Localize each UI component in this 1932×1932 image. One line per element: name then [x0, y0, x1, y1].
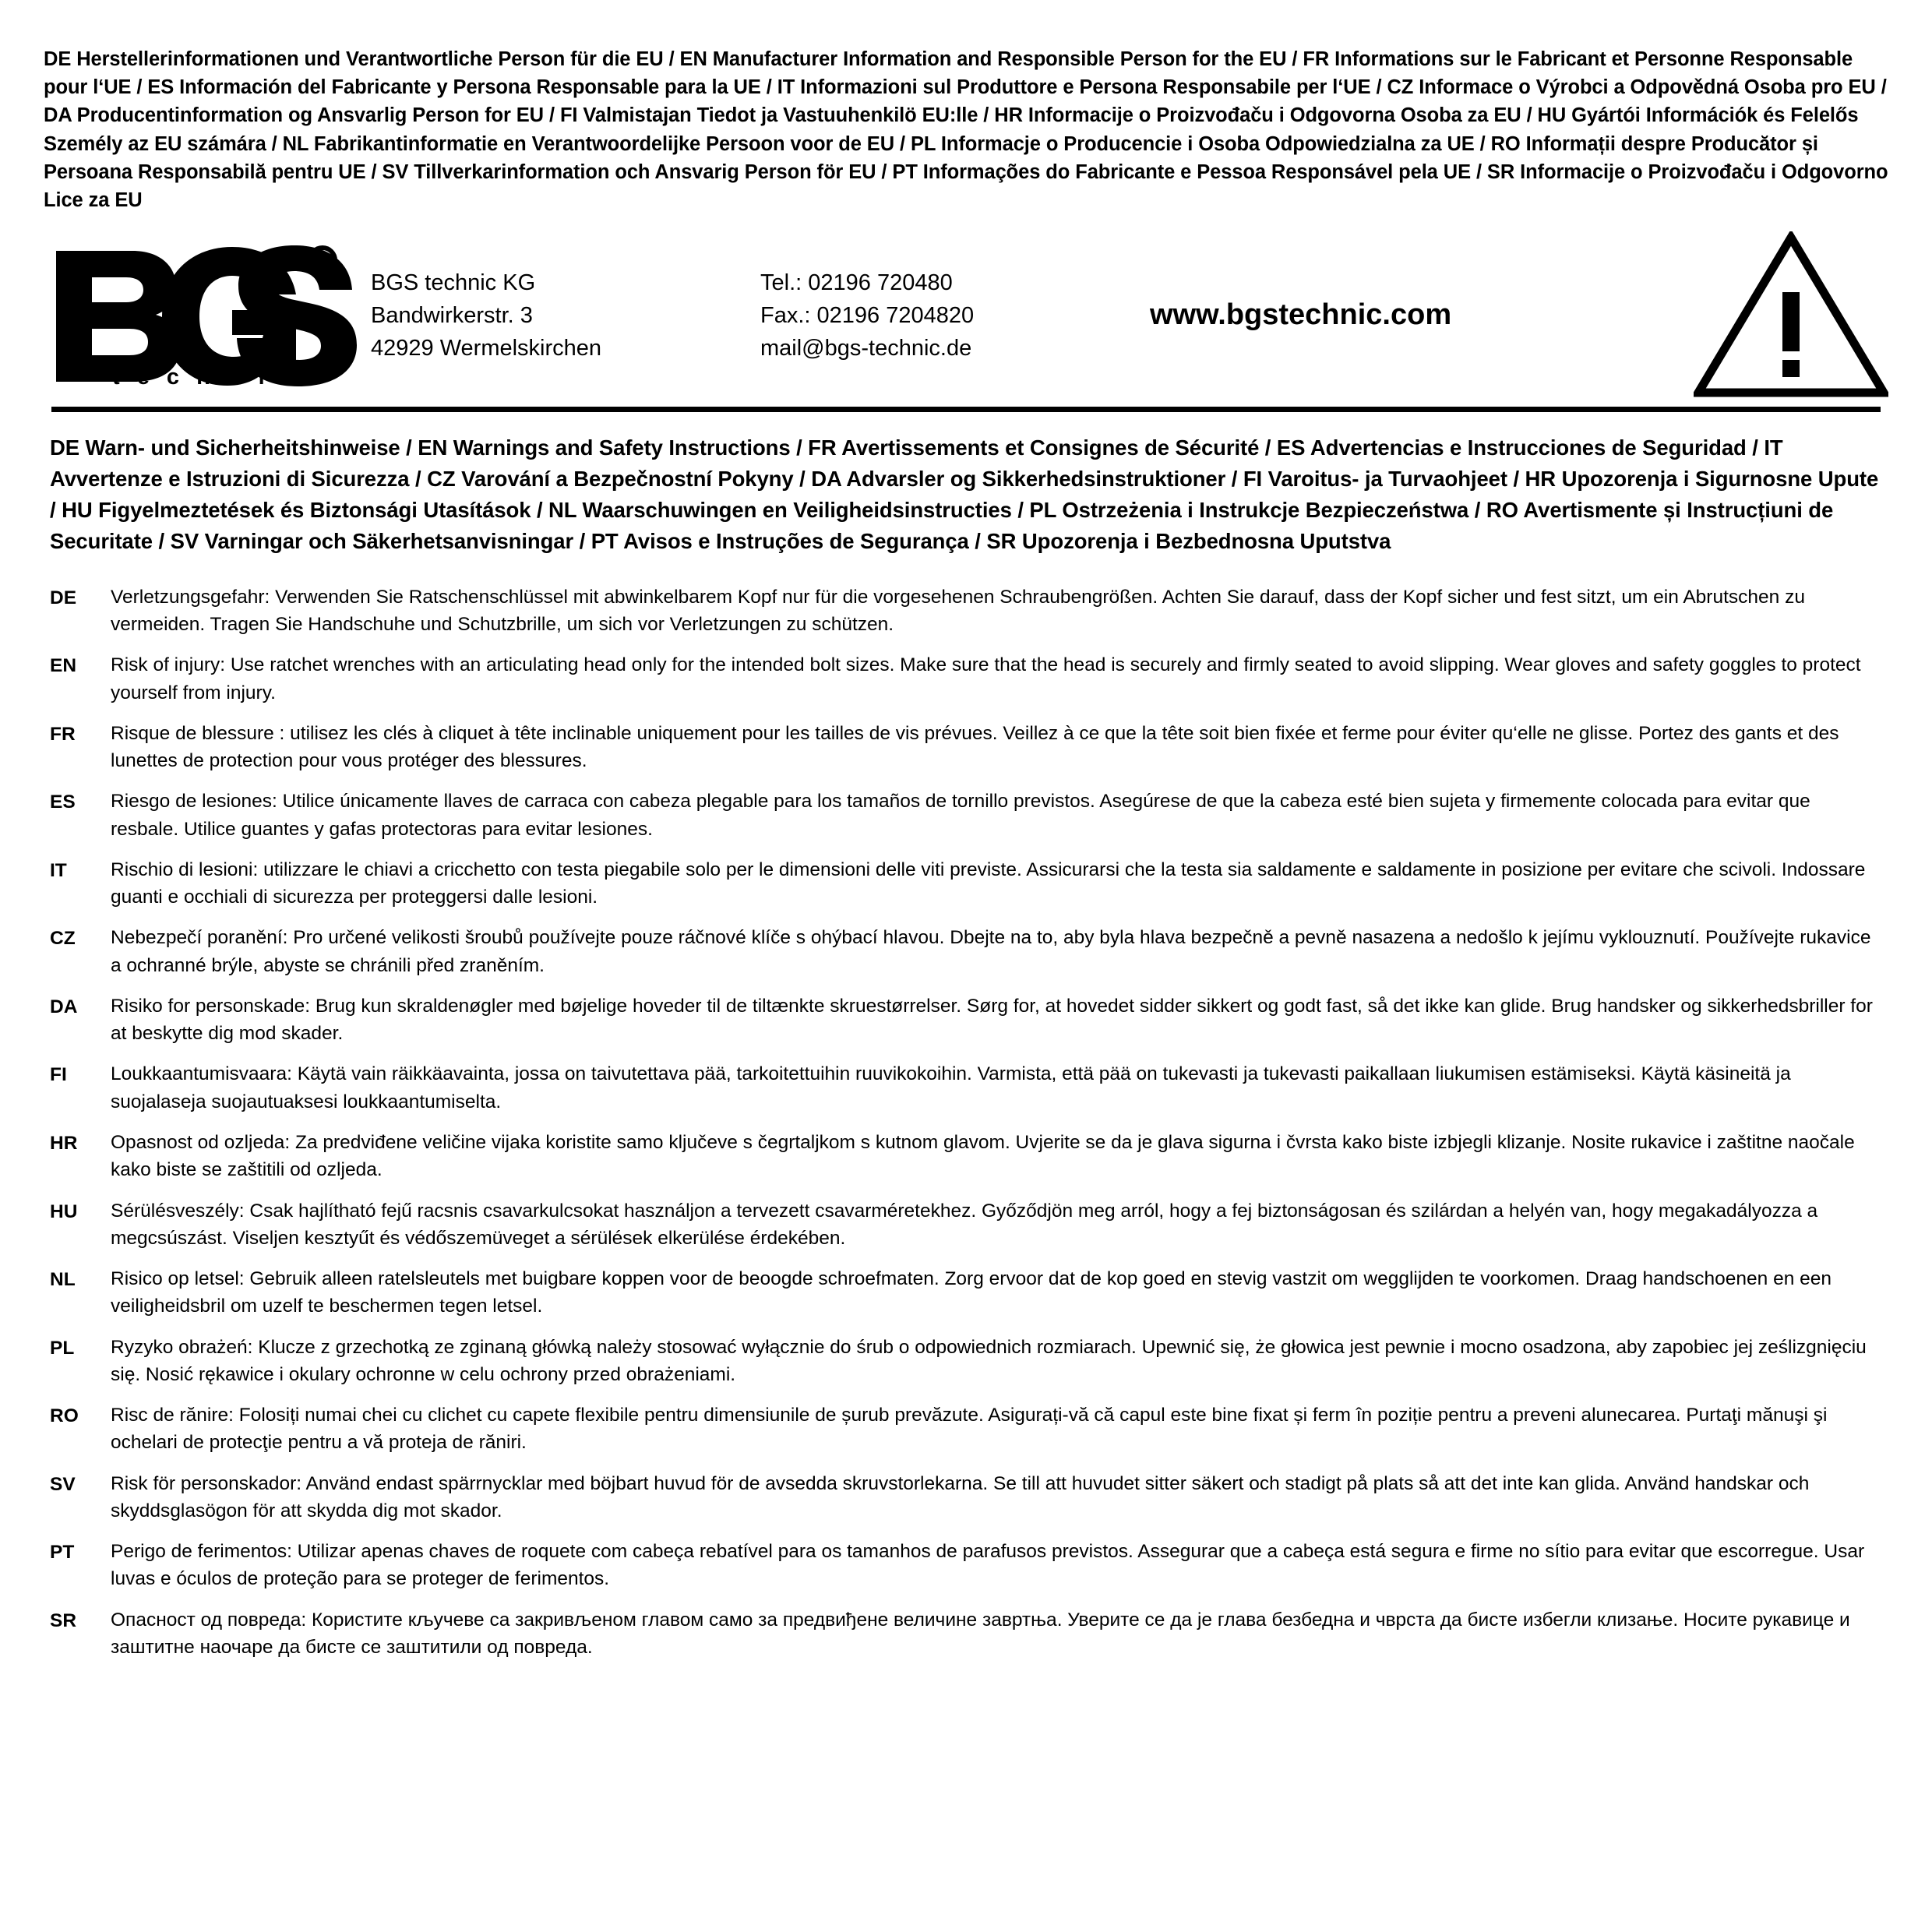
list-item — [50, 720, 1882, 775]
company-info-block — [44, 231, 1888, 399]
language-code: DA — [50, 996, 78, 1017]
list-item — [50, 924, 1882, 979]
language-code: FI — [50, 1064, 67, 1086]
language-code: PL — [50, 1337, 75, 1359]
list-item — [50, 1060, 1882, 1116]
header-divider — [51, 407, 1881, 412]
company-name: BGS technic KG — [371, 270, 536, 295]
instruction-text: Verletzungsgefahr: Verwenden Sie Ratschenschlüssel mit abwinkelbarem Kopf nur für die vorgesehenen Schraubengrößen. Achten Sie darauf, dass der Kopf sicher und fest sitzt, um ein Abrutschen zu vermeiden. Tragen Sie Handschuhe und Schutzbrille, um sich vor Verletzungen zu schützen. — [111, 586, 1805, 635]
instruction-text: Risk of injury: Use ratchet wrenches with an articulating head only for the intended bolt sizes. Make sure that the head is securely and firmly seated to avoid slipping. Wear gloves and safety goggles to protect yourself from injury. — [111, 654, 1861, 703]
language-code: SV — [50, 1473, 76, 1495]
list-item — [50, 651, 1882, 707]
svg-text:t e c h n i c: t e c h n i c — [112, 365, 300, 388]
instruction-text: Risico op letsel: Gebruik alleen ratelsleutels met buigbare koppen voor de beoogde schroefmaten. Zorg ervoor dat de kop goed en stevig vastzit om wegglijden te voorkomen. Draag handschoenen en een veiligheidsbril om uzelf te beschermen tegen letsel. — [111, 1268, 1832, 1317]
language-code: EN — [50, 655, 77, 677]
company-email[interactable]: mail@bgs-technic.de — [760, 335, 972, 361]
company-fax: Fax.: 02196 7204820 — [760, 302, 975, 328]
manufacturer-language-header: DE Herstellerinformationen und Verantwortliche Person für die EU / EN Manufacturer Information and Responsible Person for the EU / FR Informations sur le Fabricant et Personne Responsable pour l‘UE / ES Información del Fabricante y Persona Responsable para la UE / IT Informazioni sul Produttore e Persona Responsabile per l‘UE / CZ Informace o Výrobci a Odpovědná Osoba pro EU / DA Producentinformation og Ansvarlig Person for EU / FI Valmistajan Tiedot ja Vastuuhenkilö EU:lle / HR Informacije o Proizvođaču i Odgovorna Osoba za EU / HU Gyártói Információk és Felelős Személy az EU számára / NL Fabrikantinformatie en Verantwoordelijke Persoon voor de EU / PL Informacje o Producencie i Osoba Odpowiedzialna za UE / RO Informații despre Producător și Persoana Responsabilă pentru UE / SV Tillverkarinformation och Ansvarig Person för EU / PT Informações do Fabricante e Pessoa Responsável pela UE / SR Informacije o Proizvođaču i Odgovorno Lice za EU — [44, 48, 1888, 212]
list-item — [50, 788, 1882, 843]
language-code: DE — [50, 587, 77, 608]
language-code: NL — [50, 1269, 76, 1291]
instruction-text: Perigo de ferimentos: Utilizar apenas chaves de roquete com cabeça rebatível para os tamanhos de parafusos previstos. Assegurar que a cabeça está segura e firme no sítio para evitar que escorregue. Usar luvas e óculos de proteção para se proteger de ferimentos. — [111, 1541, 1865, 1590]
language-code: RO — [50, 1405, 79, 1427]
warnings-language-heading: DE Warn- und Sicherheitshinweise / EN Warnings and Safety Instructions / FR Avertissements et Consignes de Sécurité / ES Advertencias e Instrucciones de Seguridad / IT Avvertenze e Istruzioni di Sicurezza / CZ Varování a Bezpečnostní Pokyny / DA Advarsler og Sikkerhedsinstruktioner / FI Varoitus- ja Turvaohjeet / HR Upozorenja i Sigurnosne Upute / HU Figyelmeztetések és Biztonsági Utasítások / NL Waarschuwingen en Veiligheidsinstructies / PL Ostrzeżenia i Instrukcje Bezpieczeństwa / RO Avertismente și Instrucțiuni de Securitate / SV Varningar och Säkerhetsanvisningar / PT Avisos e Instruções de Segurança / SR Upozorenja i Bezbednosna Uputstva — [50, 435, 1879, 553]
company-address — [363, 266, 760, 365]
instruction-text: Loukkaantumisvaara: Käytä vain räikkäavainta, jossa on taivutettava pää, tarkoitettuihin ruuvikokoihin. Varmista, että pää on tukevasti ja tukevasti paikallaan liukumisen estämiseksi. Käytä käsineitä ja suojalaseja suojautuaksesi loukkaantumiselta. — [111, 1063, 1791, 1112]
list-item — [50, 1334, 1882, 1389]
instruction-text: Riesgo de lesiones: Utilice únicamente llaves de carraca con cabeza plegable para los tamaños de tornillo previstos. Asegúrese de que la cabeza esté bien sujeta y firmemente colocada para evitar que resbale. Utilice guantes y gafas protectoras para evitar lesiones. — [111, 791, 1810, 840]
instruction-text: Sérülésveszély: Csak hajlítható fejű racsnis csavarkulcsokat használjon a tervezett csavarméretekhez. Győződjön meg arról, hogy a fej biztonságosan és szilárdan a helyén van, hogy megakadályozza a megcsúszást. Viseljen kesztyűt és védőszemüveget a sérülések elkerülése érdekében. — [111, 1200, 1818, 1249]
company-contact — [760, 266, 1126, 365]
language-code: CZ — [50, 928, 76, 950]
language-code: IT — [50, 859, 67, 881]
list-item — [50, 856, 1882, 911]
list-item — [50, 1197, 1882, 1253]
list-item — [50, 992, 1882, 1048]
instructions-list — [50, 583, 1882, 1662]
language-code: HR — [50, 1132, 78, 1154]
list-item — [50, 1470, 1882, 1525]
instruction-text: Risiko for personskade: Brug kun skraldenøgler med bøjelige hoveder til de tiltænkte skruestørrelser. Sørg for, at hovedet sidder sikkert og godt fast, så det ikke kan glide. Brug handsker og sikkerhedsbriller for at beskytte dig mod skader. — [111, 995, 1873, 1045]
language-code: PT — [50, 1542, 75, 1564]
list-item — [50, 1401, 1882, 1457]
company-website[interactable]: www.bgstechnic.com — [1150, 298, 1452, 332]
bgs-logo — [51, 243, 363, 387]
instruction-text: Nebezpečí poranění: Pro určené velikosti šroubů používejte pouze ráčnové klíče s ohýbací hlavou. Dbejte na to, aby byla hlava bezpečně a pevně nasazena a nedošlo k jejímu vyklouznutí. Používejte rukavice a ochranné brýle, abyste se chránili před zraněním. — [111, 927, 1871, 976]
instruction-text: Risk för personskador: Använd endast spärrnycklar med böjbart huvud för de avsedda skruvstorlekarna. Se till att huvudet sitter säkert och stadigt på plats så att det inte kan glida. Använd handskar och skyddsglasögon för att skydda dig mot skador. — [111, 1472, 1810, 1521]
instruction-text: Ryzyko obrażeń: Klucze z grzechotką ze zginaną główką należy stosować wyłącznie do śrub o odpowiednich rozmiarach. Upewnić się, że głowica jest pewnie i mocno osadzona, aby zapobiec jej ześlizgnięciu się. Nosić rękawice i okulary ochronne w celu ochrony przed obrażeniami. — [111, 1336, 1867, 1385]
language-code: FR — [50, 723, 76, 745]
list-item — [50, 583, 1882, 639]
language-code: ES — [50, 791, 76, 813]
instruction-text: Rischio di lesioni: utilizzare le chiavi a cricchetto con testa piegabile solo per le dimensioni delle viti previste. Assicurarsi che la testa sia saldamente e saldamente in posizione per evitare che scivoli. Indossare guanti e occhiali di sicurezza per proteggersi dalle lesioni. — [111, 858, 1866, 908]
instruction-text: Опасност од повреда: Користите кључеве са закривљеном главом само за предвиђене величине завртња. Уверите се да је глава безбедна и чврста да бисте избегли клизање. Носите рукавице и заштитне наочаре да бисте се заштитили од повреда. — [111, 1609, 1850, 1658]
svg-text:R: R — [316, 252, 329, 272]
instruction-text: Opasnost od ozljeda: Za predviđene veličine vijaka koristite samo ključeve s čegrtaljkom s kutnom glavom. Uvjerite se da je glava sigurna i čvrsta kako biste izbjegli klizanje. Nosite rukavice i zaštitne naočale kako biste se zaštitili od ozljeda. — [111, 1131, 1855, 1181]
language-code: HU — [50, 1200, 78, 1222]
instruction-text: Risc de rănire: Folosiți numai chei cu clichet cu capete flexibile pentru dimensiunile de șurub prevăzute. Asigurați-vă că capul este bine fixat și ferm în poziție pentru a preveni alunecarea. Purtaţi mănuşi şi ochelari de protecţie pentru a vă proteja de răniri. — [111, 1405, 1828, 1454]
company-city: 42929 Wermelskirchen — [371, 335, 602, 361]
list-item — [50, 1129, 1882, 1184]
language-code: SR — [50, 1609, 77, 1631]
list-item — [50, 1265, 1882, 1320]
list-item — [50, 1606, 1882, 1662]
company-street: Bandwirkerstr. 3 — [371, 302, 533, 328]
company-tel: Tel.: 02196 720480 — [760, 270, 953, 295]
list-item — [50, 1538, 1882, 1593]
warning-triangle-icon — [1686, 231, 1888, 399]
instruction-text: Risque de blessure : utilisez les clés à cliquet à tête inclinable uniquement pour les tailles de vis prévues. Veillez à ce que la tête soit bien fixée et ferme pour éviter qu‘elle ne glisse. Portez des gants et des lunettes de protection pour vous protéger des blessures. — [111, 722, 1839, 772]
